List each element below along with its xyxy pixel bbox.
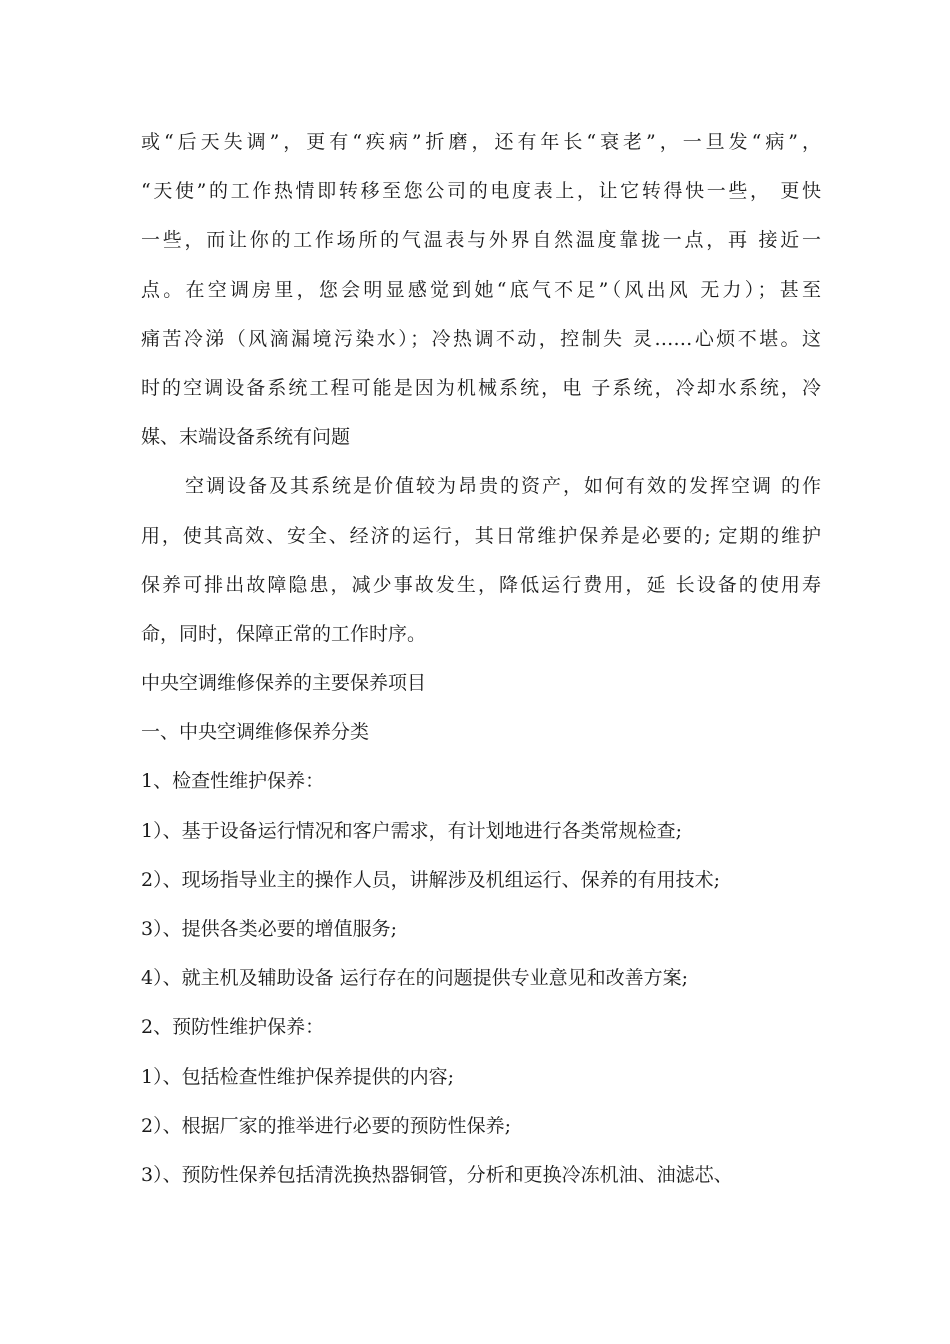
list-item: 2）、根据厂家的推举进行必要的预防性保养;	[141, 1114, 511, 1137]
list-item: 1）、包括检查性维护保养提供的内容;	[141, 1065, 454, 1088]
paragraph-2-line-4: 命，同时，保障正常的工作时序。	[141, 622, 427, 645]
main-heading: 中央空调维修保养的主要保养项目	[141, 672, 427, 695]
list-item: 1）、基于设备运行情况和客户需求，有计划地进行各类常规检查;	[141, 819, 682, 842]
paragraph-1-line-6: 时的空调设备系统工程可能是因为机械系统，电 子系统，冷却水系统，冷	[141, 376, 821, 399]
paragraph-1-line-5: 痛苦冷涕（风滴漏境污染水）；冷热调不动，控制失 灵……心烦不堪。这	[141, 327, 821, 350]
document-body	[141, 118, 821, 1200]
paragraph-2-line-1: 空调设备及其系统是价值较为昂贵的资产，如何有效的发挥空调 的作	[185, 475, 821, 498]
subsection-1-title: 1、检查性维护保养：	[141, 770, 325, 793]
section-1-title: 一、中央空调维修保养分类	[141, 721, 370, 744]
list-item: 3）、预防性保养包括清洗换热器铜管，分析和更换冷冻机油、油滤芯、	[141, 1163, 733, 1186]
paragraph-1-line-3: 一些，而让你的工作场所的气温表与外界自然温度靠拢一点，再 接近一	[141, 229, 821, 252]
paragraph-2-line-2: 用，使其高效、安全、经济的运行，其日常维护保养是必要的; 定期的维护	[141, 524, 821, 547]
list-item: 4）、就主机及辅助设备 运行存在的问题提供专业意见和改善方案;	[141, 967, 689, 990]
paragraph-1-line-1: 或“后天失调”，更有“疾病”折磨，还有年长“衰老”，一旦发“病”，	[141, 131, 821, 153]
list-item: 2）、现场指导业主的操作人员，讲解涉及机组运行、保养的有用技术;	[141, 868, 720, 891]
paragraph-1-line-7: 媒、末端设备系统有问题	[141, 426, 351, 449]
paragraph-2-line-3: 保养可排出故障隐患，减少事故发生，降低运行费用，延 长设备的使用寿	[141, 573, 821, 596]
subsection-2-title: 2、预防性维护保养：	[141, 1016, 325, 1039]
list-item: 3）、提供各类必要的增值服务;	[141, 918, 397, 940]
paragraph-1-line-2: “天使”的工作热情即转移至您公司的电度表上，让它转得快一些， 更快	[141, 180, 821, 203]
paragraph-1-line-4: 点。在空调房里，您会明显感觉到她“底气不足”（风出风 无力）；甚至	[141, 278, 821, 301]
